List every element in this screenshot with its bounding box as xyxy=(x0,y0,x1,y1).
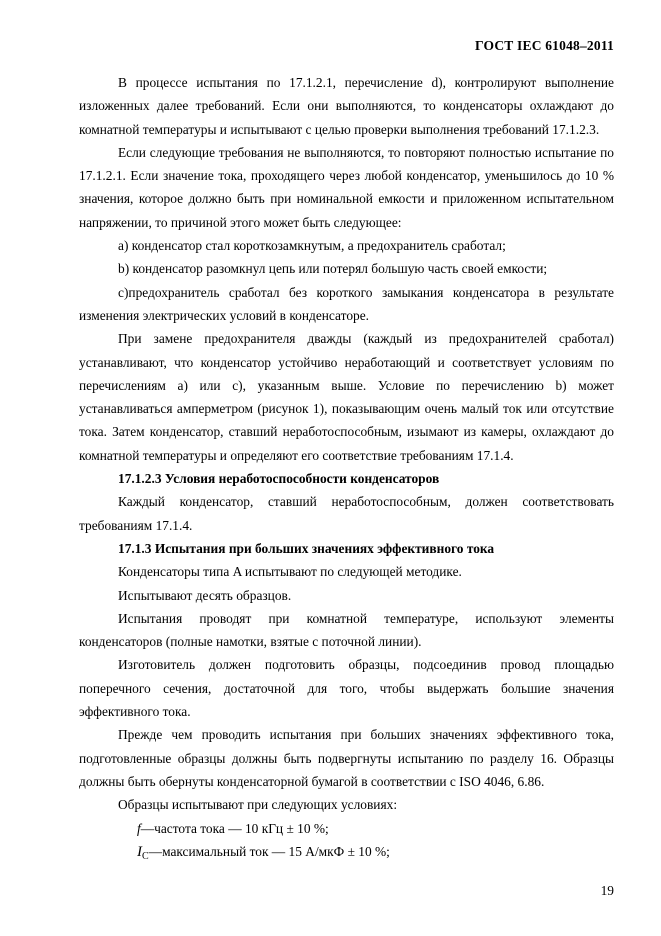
paragraph: В процессе испытания по 17.1.2.1, перечисление d), контролируют выполнение изложенных далее требований. Если они выполняются, то конденсаторы охлаждают до комнатной температуры и испытывают с целью проверки выполнения требований 17.1.2.3. xyxy=(79,75,614,137)
condition-symbol: f xyxy=(137,820,141,836)
paragraph: При замене предохранителя дважды (каждый из предохранителей сработал) устанавливают, что конденсатор устойчиво неработающий и соответствует условиям по перечислениям a) или c), указанным выше. Условие по перечислению b) может устанавливаться амперметром (рисунок 1), показывающим очень малый ток или отсутствие тока. Затем конденсатор, ставший неработоспособным, изымают из камеры, охлаждают до комнатной температуры и определяют его соответствие требованиям 17.1.4. xyxy=(79,331,614,463)
paragraph: Образцы испытывают при следующих условиях: xyxy=(118,797,398,813)
paragraph: Каждый конденсатор, ставший неработоспособным, должен соответствовать требованиям 17.1.4. xyxy=(79,494,614,533)
document-body xyxy=(79,71,614,868)
condition-symbol: I xyxy=(137,843,142,860)
paragraph: Прежде чем проводить испытания при больших значениях эффективного тока, подготовленные образцы должны быть подвергнуты испытанию по разделу 16. Образцы должны быть обернуты конденсаторной бумагой в соответствии с ISO 4046, 6.86. xyxy=(79,727,614,789)
condition-text: —максимальный ток — 15 А/мкФ ± 10 %; xyxy=(148,843,390,859)
paragraph: Испытания проводят при комнатной температуре, используют элементы конденсаторов (полные намотки, взятые с поточной линии). xyxy=(79,610,614,650)
section-heading-17-1-2-3: 17.1.2.3 Условия неработоспособности конденсаторов xyxy=(118,471,440,487)
paragraph: Изготовитель должен подготовить образцы, подсоединив провод площадью поперечного сечения, достаточной для того, чтобы выдержать большие значения эффективного тока. xyxy=(79,657,614,720)
condition-text: —частота тока — 10 кГц ± 10 %; xyxy=(140,820,329,836)
standard-header: ГОСТ IEC 61048–2011 xyxy=(475,38,614,53)
paragraph: Испытывают десять образцов. xyxy=(118,587,292,603)
section-heading-17-1-3: 17.1.3 Испытания при больших значениях эффективного тока xyxy=(118,540,495,556)
page-number: 19 xyxy=(600,883,614,898)
condition-current xyxy=(79,840,614,868)
list-item-c: c)предохранитель сработал без короткого замыкания конденсатора в результате изменения электрических условий в конденсаторе. xyxy=(79,284,614,323)
condition-frequency xyxy=(79,817,614,840)
list-item-a: a) конденсатор стал короткозамкнутым, а предохранитель сработал; xyxy=(118,238,506,254)
paragraph: Если следующие требования не выполняются, то повторяют полностью испытание по 17.1.2.1. Если значение тока, проходящего через любой конденсатор, уменьшилось до 10 % значения, которое должно быть при номинальной емкости и приложенном испытательном напряжении, то причиной этого может быть следующее: xyxy=(79,144,614,230)
paragraph: Конденсаторы типа A испытывают по следующей методике. xyxy=(118,564,462,580)
list-item-b: b) конденсатор разомкнул цепь или потерял большую часть своей емкости; xyxy=(118,261,548,277)
condition-subscript: C xyxy=(142,850,149,862)
